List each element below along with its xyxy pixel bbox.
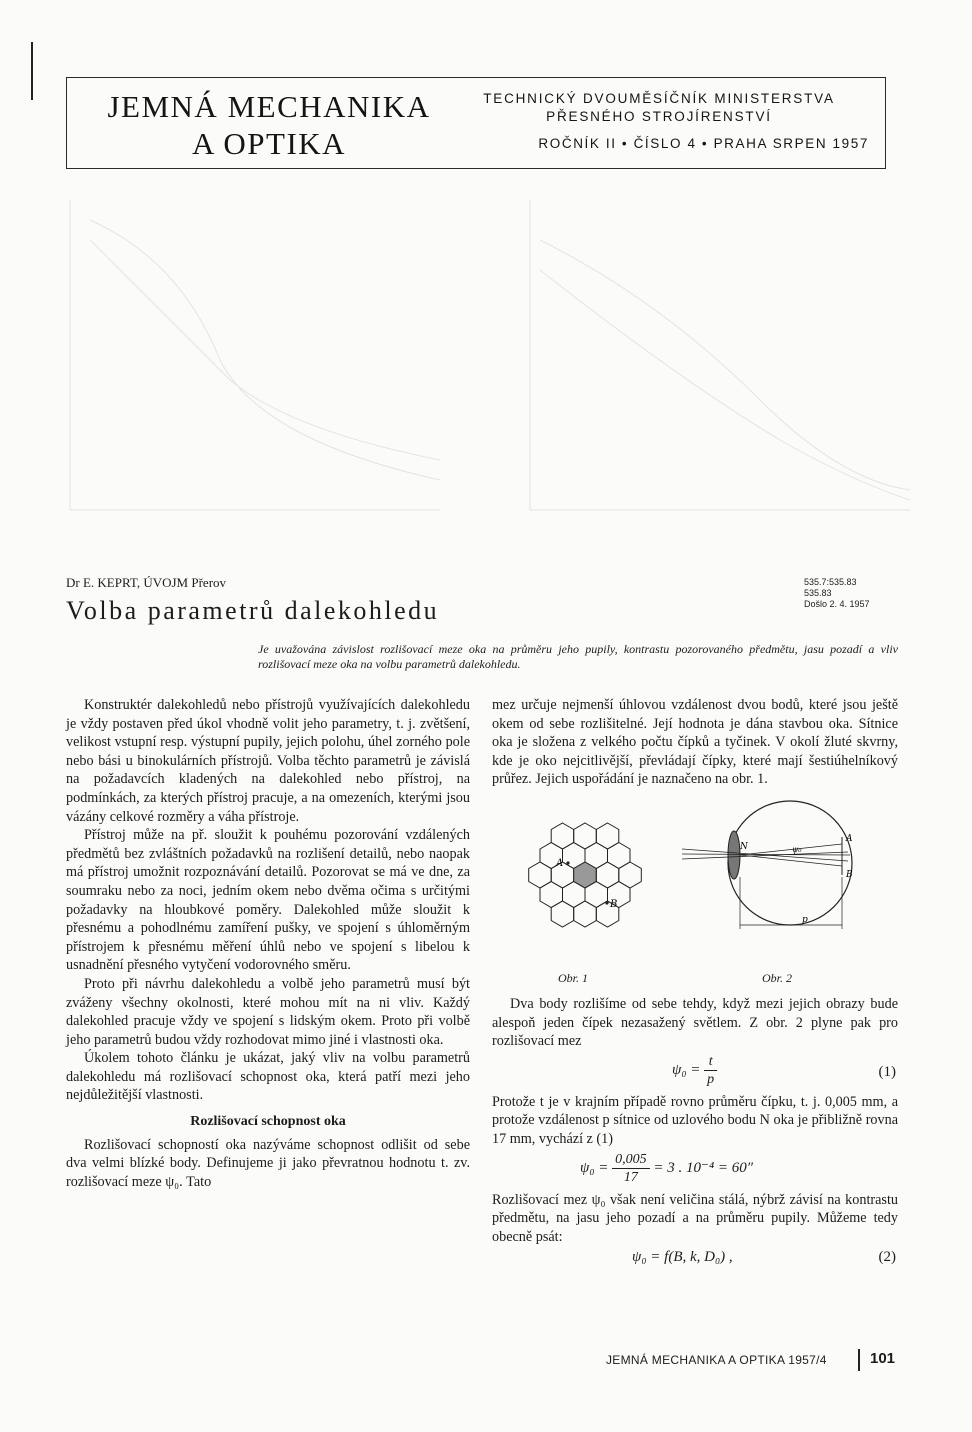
udc-code-1: 535.7:535.83 xyxy=(804,577,857,587)
fig2-caption: Obr. 2 xyxy=(762,970,793,985)
text-column-left xyxy=(66,696,470,1191)
show-through-graphic xyxy=(60,180,920,560)
journal-subtitle-line2: PŘESNÉHO STROJÍRENSTVÍ xyxy=(546,109,772,124)
fig2-label-p: p xyxy=(802,914,808,925)
paragraph: Rozlišovací schopností oka nazýváme schopnost odlišit od sebe dva velmi blízké body. Definujeme ji jako převratnou hodnotu t. zv. rozlišovací meze ψ₀. Tato xyxy=(66,1136,470,1190)
footer-divider xyxy=(858,1349,860,1371)
margin-mark xyxy=(31,42,33,100)
journal-subtitle xyxy=(449,90,869,153)
figures xyxy=(492,797,898,989)
section-heading: Rozlišovací schopnost oka xyxy=(190,1114,346,1130)
page-number: 101 xyxy=(870,1350,896,1367)
cone-cell xyxy=(540,881,563,907)
equation-1 xyxy=(492,1051,898,1093)
abstract: Je uvažována závislost rozlišovací meze oka na průměru jeho pupily, kontrastu pozorovaného předmětu, jasu pozadí a vliv rozlišovací meze oka na volbu parametrů dalekohledu. xyxy=(258,642,898,671)
cone-cell xyxy=(551,823,574,849)
eq3-number: (2) xyxy=(878,1249,896,1266)
eq3-body: ψ₀ = f(B, k, D₀) , xyxy=(632,1249,733,1266)
fig2-eyeball xyxy=(728,801,852,925)
journal-title-line2: A OPTIKA xyxy=(191,126,347,161)
fig2-label-psi: ψ₀ xyxy=(792,844,802,854)
eq2-denominator: 17 xyxy=(623,1169,638,1185)
fig1-point-a-label: A xyxy=(556,857,564,869)
fig1-cone-mosaic xyxy=(520,797,650,957)
cone-cell xyxy=(574,901,597,927)
cone-cell xyxy=(596,862,619,888)
eq2-fraction xyxy=(612,1151,650,1186)
paragraph: Konstruktér dalekohledů nebo přístrojů využívajících dalekohledu je vždy postaven před úkol vhodně volit jeho parametry, t. j. zvětšení, velikost vstupní resp. výstupní pupily, jejich polohu, úhel zorného pole nebo bási u binokulárních přístrojů. Volba těchto parametrů je závislá na požadavcích kladených na dalekohled nebo přístroj, na podmínkách, za kterých přístroj pracuje, a na omezeních, kterými jsou vázány celkové rozměry a váha přístroje. xyxy=(66,697,470,825)
cone-cell xyxy=(619,862,642,888)
fig2-label-n: N xyxy=(740,841,748,852)
masthead xyxy=(66,77,886,169)
eq1-number: (1) xyxy=(878,1063,896,1080)
eq1-numerator: t xyxy=(704,1053,717,1071)
cone-cell xyxy=(608,842,631,868)
eq2-numerator: 0,005 xyxy=(612,1151,650,1169)
eq1-denominator: p xyxy=(707,1071,715,1087)
paragraph: Proto při návrhu dalekohledu a volbě jeho parametrů musí být zváženy všechny okolnosti, které mohou mít na ni vliv. Každý dalekohled pracuje vždy ve spojení s lidským okem. Proto při volbě jeho parametrů budou vždy rozhodovat mimo jiné i vlastnosti oka. xyxy=(66,975,470,1048)
journal-title xyxy=(89,88,449,162)
cone-cell xyxy=(574,862,597,888)
fig2-label-b: B xyxy=(846,869,853,880)
cone-cell xyxy=(574,823,597,849)
cone-cell xyxy=(596,823,619,849)
udc-block xyxy=(804,577,870,610)
fig1-point-a xyxy=(566,861,569,864)
eq2-rhs: = 3 . 10⁻⁴ = 60″ xyxy=(653,1159,754,1176)
fig1-point-b-label: B xyxy=(610,898,618,910)
paragraph: Rozlišovací mez ψ₀ však není veličina stálá, nýbrž závisí na kontrastu předmětu, na jasu jeho pozadí a na průměru pupily. Můžeme tedy obecně psát: xyxy=(492,1191,898,1245)
udc-code-2: 535.83 xyxy=(804,588,832,598)
fig2-lens xyxy=(728,831,740,879)
cone-cell xyxy=(529,862,552,888)
journal-title-line1: JEMNÁ MECHANIKA xyxy=(107,89,431,124)
fig2-label-a: A xyxy=(846,833,853,844)
cone-cell xyxy=(551,901,574,927)
fig1-point-b xyxy=(605,901,608,904)
author-line: Dr E. KEPRT, ÚVOJM Přerov xyxy=(66,575,227,590)
article-title: Volba parametrů dalekohledu xyxy=(66,596,440,625)
text-column-right xyxy=(492,696,898,1270)
journal-subtitle-line1: TECHNICKÝ DVOUMĚSÍČNÍK MINISTERSTVA xyxy=(483,91,835,106)
eq1-fraction xyxy=(704,1053,717,1088)
page-footer xyxy=(606,1349,902,1371)
fig1-caption: Obr. 1 xyxy=(558,970,589,985)
paragraph: Protože t je v krajním případě rovno průměru čípku, t. j. 0,005 mm, a protože vzdálenost p sítnice od uzlového bodu N oka je přibližně rovna 17 mm, vychází z (1) xyxy=(492,1093,898,1147)
paragraph: Úkolem tohoto článku je ukázat, jaký vliv na volbu parametrů dalekohledu má rozlišovací schopnost oka, která patří mezi jeho nejdůležitější vlastnosti. xyxy=(66,1050,470,1104)
equation-2 xyxy=(492,1149,898,1191)
eq1-lhs: ψ₀ = xyxy=(672,1061,701,1078)
paragraph: Přístroj může na př. sloužit k pouhému pozorování vzdálených předmětů bez zvláštních požadavků na rozlišení detailů, nebo naopak má přístroj umožnit rozpoznávání detailů. Pozorovat se má ve dne, za soumraku nebo za noci, jedním okem nebo dvěma očima s určitými požadavky na hloubkové poměry. Dalekohled může sloužit k přesnému a pohodlnému zamíření pušky, ve spojení s úhloměrným přístrojem k přesnému měření úhlů nebo ve spojení s libelou k usnadnění přesného vytyčení vodorovného směru. xyxy=(66,827,470,974)
footer-journal: JEMNÁ MECHANIKA A OPTIKA 1957/4 xyxy=(606,1353,827,1367)
paragraph: mez určuje nejmenší úhlovou vzdálenost dvou bodů, které jsou ještě okem od sebe rozlišitelné. Její hodnota je dána stavbou oka. Sítnice oka je složena z velkého počtu čípků a tyčinek. V okolí žluté skvrny, kde je oko nejcitlivější, převládají čípky, které mají šestiúhelníkový průřez. Jejich uspořádání je naznačeno na obr. 1. xyxy=(492,697,898,788)
fig2-eye-diagram xyxy=(680,797,890,967)
eq2-lhs: ψ₀ = xyxy=(580,1159,609,1176)
paragraph: Dva body rozlišíme od sebe tehdy, když mezi jejich obrazy bude alespoň jeden čípek nezasažený světlem. Z obr. 2 plyne pak pro rozlišovací mez xyxy=(492,995,898,1050)
received-date: Došlo 2. 4. 1957 xyxy=(804,599,870,609)
issue-info: ROČNÍK II • ČÍSLO 4 • PRAHA SRPEN 1957 xyxy=(538,136,869,151)
equation-3 xyxy=(492,1246,898,1270)
